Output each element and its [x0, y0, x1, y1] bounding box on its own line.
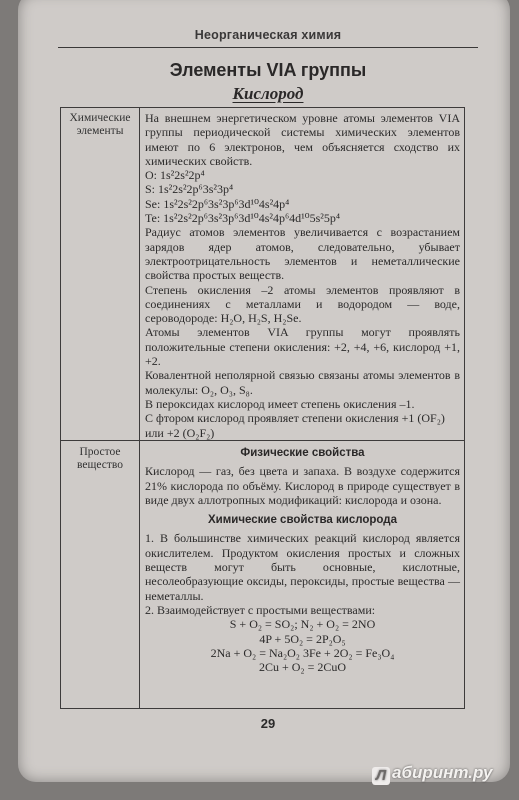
- elements-intro: На внешнем энергетическом уровне атомы элементов VIA группы периодической системы химических элементов имеют по 6 электронов, чем объясняется сходство их химических свойств.: [145, 111, 460, 168]
- row-divider: [61, 440, 464, 441]
- chemical-property-1: 1. В большинстве химических реакций кислород является окислителем. Продуктом окисления простых и сложных веществ могут быть основные, кислотные, несолеобразующие оксиды, пероксиды, простые вещества — неметаллы.: [145, 531, 460, 603]
- properties-table: [60, 107, 465, 709]
- elements-content: [145, 111, 460, 440]
- chemical-property-2: 2. Взаимодействует с простыми веществами:: [145, 602, 376, 617]
- peroxide-text: В пероксидах кислород имеет степень окисления –1.: [145, 396, 415, 411]
- equation-4: 2Cu + O₂ = 2CuO: [258, 660, 347, 675]
- config-selenium: Se: 1s²2s²2p⁶3s²3p⁶3d¹⁰4s²4p⁴: [145, 196, 290, 211]
- section-subtitle: Кислород: [232, 84, 304, 103]
- simple-substance-content: [145, 445, 460, 674]
- config-sulfur: S: 1s²2s²2p⁶3s²3p⁴: [145, 182, 234, 197]
- equation-1: S + O₂ = SO₂; N₂ + O₂ = 2NO: [229, 617, 376, 632]
- radius-text: Радиус атомов элементов увеличивается с возрастанием зарядов ядер атомов, следовательно, убывает электроотрицательность элементов и неметаллические свойства простых веществ.: [145, 225, 460, 283]
- config-oxygen: O: 1s²2s²2p⁴: [145, 168, 205, 183]
- column-divider: [139, 108, 140, 708]
- config-tellurium: Te: 1s²2s²2p⁶3s²3p⁶3d¹⁰4s²4p⁶4d¹⁰5s²5p⁴: [145, 211, 341, 226]
- watermark: [372, 763, 492, 785]
- physical-properties-heading: Физические свойства: [240, 447, 365, 459]
- row-label-elements: Химические элементы: [69, 112, 131, 137]
- chemical-properties-heading: Химические свойства кислорода: [208, 514, 397, 527]
- watermark-text: абиринт.ру: [392, 763, 493, 782]
- row-label-simple-substance: Простое вещество: [77, 446, 123, 471]
- section-title: Элементы VIA группы: [169, 60, 367, 80]
- header-rule: [58, 47, 478, 48]
- running-header: Неорганическая химия: [194, 28, 342, 42]
- oxidation-minus2-text: Степень окисления –2 атомы элементов проявляют в соединениях с металлами и водородом — воде, сероводороде: H₂O, H₂S, H₂Se.: [145, 282, 460, 326]
- equation-3: 2Na + O₂ = Na₂O₂ 3Fe + 2O₂ = Fe₃O₄: [210, 645, 395, 660]
- labirint-logo-icon: Л: [372, 767, 390, 785]
- page-number: 29: [260, 716, 276, 731]
- oxidation-positive-text: Атомы элементов VIA группы могут проявлять положительные степени окисления: +2, +4, +6, кислород +1, +2.: [145, 325, 460, 369]
- physical-properties-text: Кислород — газ, без цвета и запаха. В воздухе содержится 21% кислорода по объёму. Кислород в природе существует в виде двух аллотропных модификаций: кислорода и озона.: [145, 464, 460, 507]
- equation-2: 4P + 5O₂ = 2P₂O₅: [259, 631, 346, 646]
- fluorine-text: С фтором кислород проявляет степени окисления +1 (OF₂) или +2 (O₂F₂): [145, 411, 445, 440]
- covalent-text: Ковалентной неполярной связью связаны атомы элементов в молекулы: O₂, O₃, S₈.: [145, 368, 460, 397]
